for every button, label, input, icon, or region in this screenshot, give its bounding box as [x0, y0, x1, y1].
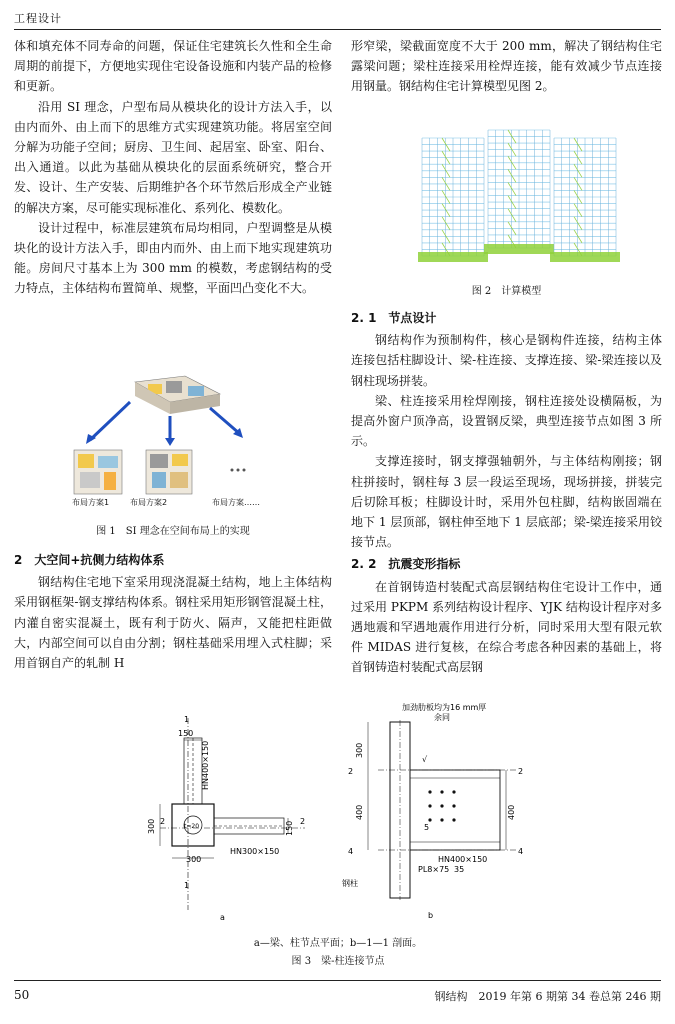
paragraph-si: 沿用 SI 理念，户型布局从模块化的设计方法入手，以由内而外、由上而下的思维方式实现建筑功能。将居室空间分解为功能子空间；厨房、卫生间、起居室、卧室、阳台、出入通道。以此为基础从模块化的层面系统研究，整合开发、设计、生产安装、后期维护各个环节然后形成全产业链的解决方案，尽可能实现标准化、系列化、模数化。	[14, 99, 332, 215]
paragraph-design: 设计过程中，标准层建筑布局均相同，户型调整是从模块化的设计方法入手，即由内而外、由上而下地实现建筑功能。房间尺寸基本上为 300 mm 的模数，考虑钢结构的受力特点，主体结构布置简单、规整，平面凹凸变化不大。	[14, 220, 332, 296]
dim-400-right: 400	[507, 804, 516, 820]
beam-section	[410, 770, 500, 850]
figure-3b	[338, 700, 538, 925]
beam-label-vertical: HN400×150	[201, 740, 210, 790]
section-1-1-drawing	[338, 700, 538, 925]
figure-3-caption: 图 3 梁-柱连接节点	[291, 956, 385, 967]
arrow-left	[90, 402, 130, 440]
paragraph-section-2: 钢结构住宅地下室采用现浇混凝土结构，地上主体结构采用钢框架-钢支撑结构体系。钢柱采用矩形钢管混凝土柱，内灌自密实混凝土，既有利于防火、隔声，又能把柱距做大，内部空间可以自由分割；钢柱基础采用埋入式柱脚；采用首钢自产的轧制 H	[14, 575, 332, 671]
floorplan-1	[74, 450, 122, 494]
right-column	[351, 36, 662, 97]
figure-1-illustration	[60, 372, 270, 512]
page-number: 50	[14, 988, 30, 1002]
section-mark-1-top: 1	[184, 715, 190, 724]
section-2-1-title: 2. 1 节点设计	[351, 311, 437, 325]
dim-300: 300	[355, 742, 364, 758]
footer-rule	[14, 980, 661, 981]
dim-35: 35	[454, 865, 465, 874]
section-mark-1-bottom: 1	[184, 881, 190, 890]
stiffener-note: 加劲肋板均为16 mm厚	[402, 703, 487, 712]
dim-300-horizontal: 300	[186, 855, 202, 864]
right-sections	[351, 306, 662, 678]
section-mark-4-right: 4	[518, 847, 524, 856]
paragraph-2-1-a: 钢结构作为预制构件，核心是钢构件连接，结构主体连接包括柱脚设计、梁-柱连接、支撑连接、梁-梁连接以及钢柱现场拼装。	[351, 333, 662, 388]
dim-150-top: 150	[178, 729, 194, 738]
figure-2	[414, 124, 624, 272]
beam-label-horizontal: HN300×150	[230, 847, 280, 856]
paragraph-2-2: 在首钢铸造村装配式高层钢结构住宅设计工作中，通过采用 PKPM 系列结构设计程序、YJK 结构设计程序对多遇地震和罕遇地震作用进行分析，同时采用大型有限元软件 MIDAS 进行复核，在综合考虑各种因素的基础上，将首钢铸造村装配式高层钢	[351, 579, 662, 675]
beam-column-plan-drawing	[140, 710, 330, 925]
left-section-2	[14, 548, 332, 673]
model-tower	[418, 138, 488, 262]
subfigure-b-label: b	[428, 911, 434, 920]
dim-150-right: 150	[285, 820, 294, 836]
paragraph-2-1-b: 梁、柱连接采用栓焊刚接，钢柱连接处设横隔板，为提高外窗户顶净高，设置钢反梁，典型连接节点如图 3 所示。	[351, 393, 662, 449]
section-2-title: 2 大空间+抗侧力结构体系	[14, 553, 165, 567]
weld-symbol: √	[422, 755, 428, 764]
fig1-label-3: 布局方案……	[212, 498, 260, 507]
figure-1	[60, 372, 270, 512]
arrow-right	[210, 408, 240, 434]
subfigure-a-label: a	[220, 913, 225, 922]
paragraph-2-1-c: 支撑连接时，钢支撑强轴朝外，与主体结构刚接；钢柱拼接时，钢柱每 3 层一段运至现场，现场拼接，拼装完后切除耳板；柱脚设计时，采用外包柱脚，结构嵌固端在地下 1 层顶部，钢柱伸至地下 1 层底部；梁-梁连接采用铰接节点。	[351, 454, 662, 550]
stiffener-note-2: 余同	[434, 713, 450, 722]
section-mark-2-left: 2	[160, 817, 166, 826]
section-2-2-title: 2. 2 抗震变形指标	[351, 557, 461, 572]
section-mark-4: 4	[348, 847, 354, 856]
figure-1-caption: 图 1 SI 理念在空间布局上的实现	[96, 526, 250, 537]
figure-2-caption: 图 2 计算模型	[471, 286, 542, 297]
steel-column-label: 钢柱	[342, 879, 358, 888]
section-mark-2-right: 2	[518, 767, 524, 776]
paragraph-continued-right: 形窄梁，梁截面宽度不大于 200 mm，解决了钢结构住宅露梁问题；梁柱连接采用栓焊连接，能有效减少节点连接用钢量。钢结构住宅计算模型见图 2。	[351, 39, 662, 94]
floorplan-top	[135, 376, 220, 414]
dim-300-vertical: 300	[147, 818, 156, 834]
plate-label: PL8×75	[418, 865, 450, 874]
section-mark-2: 2	[348, 767, 354, 776]
model-tower	[484, 130, 554, 254]
figure-3-subcaption: a—梁、柱节点平面；b—1—1 剖面。	[253, 938, 423, 949]
floorplan-2	[146, 450, 192, 494]
figure-3a	[140, 710, 330, 925]
header-rule	[14, 29, 661, 30]
section-mark-5: 5	[424, 823, 430, 832]
running-header: 工程设计	[14, 12, 62, 25]
computation-model-image	[414, 124, 624, 272]
section-mark-2-right: 2	[300, 817, 306, 826]
paragraph-continued: 体和填充体不同寿命的问题，保证住宅建筑长久性和全生命周期的前提下，方便地实现住宅设备设施和内装产品的检修和更新。	[14, 39, 332, 94]
plate-thickness: t=20	[184, 823, 200, 830]
fig1-label-2: 布局方案2	[130, 498, 168, 507]
journal-info: 钢结构 2019 年第 6 期第 34 卷总第 246 期	[434, 990, 661, 1003]
left-column	[14, 36, 332, 299]
fig1-label-1: 布局方案1	[72, 498, 110, 507]
beam-label: HN400×150	[438, 855, 488, 864]
dim-400-left: 400	[355, 804, 364, 820]
model-tower	[550, 138, 620, 262]
